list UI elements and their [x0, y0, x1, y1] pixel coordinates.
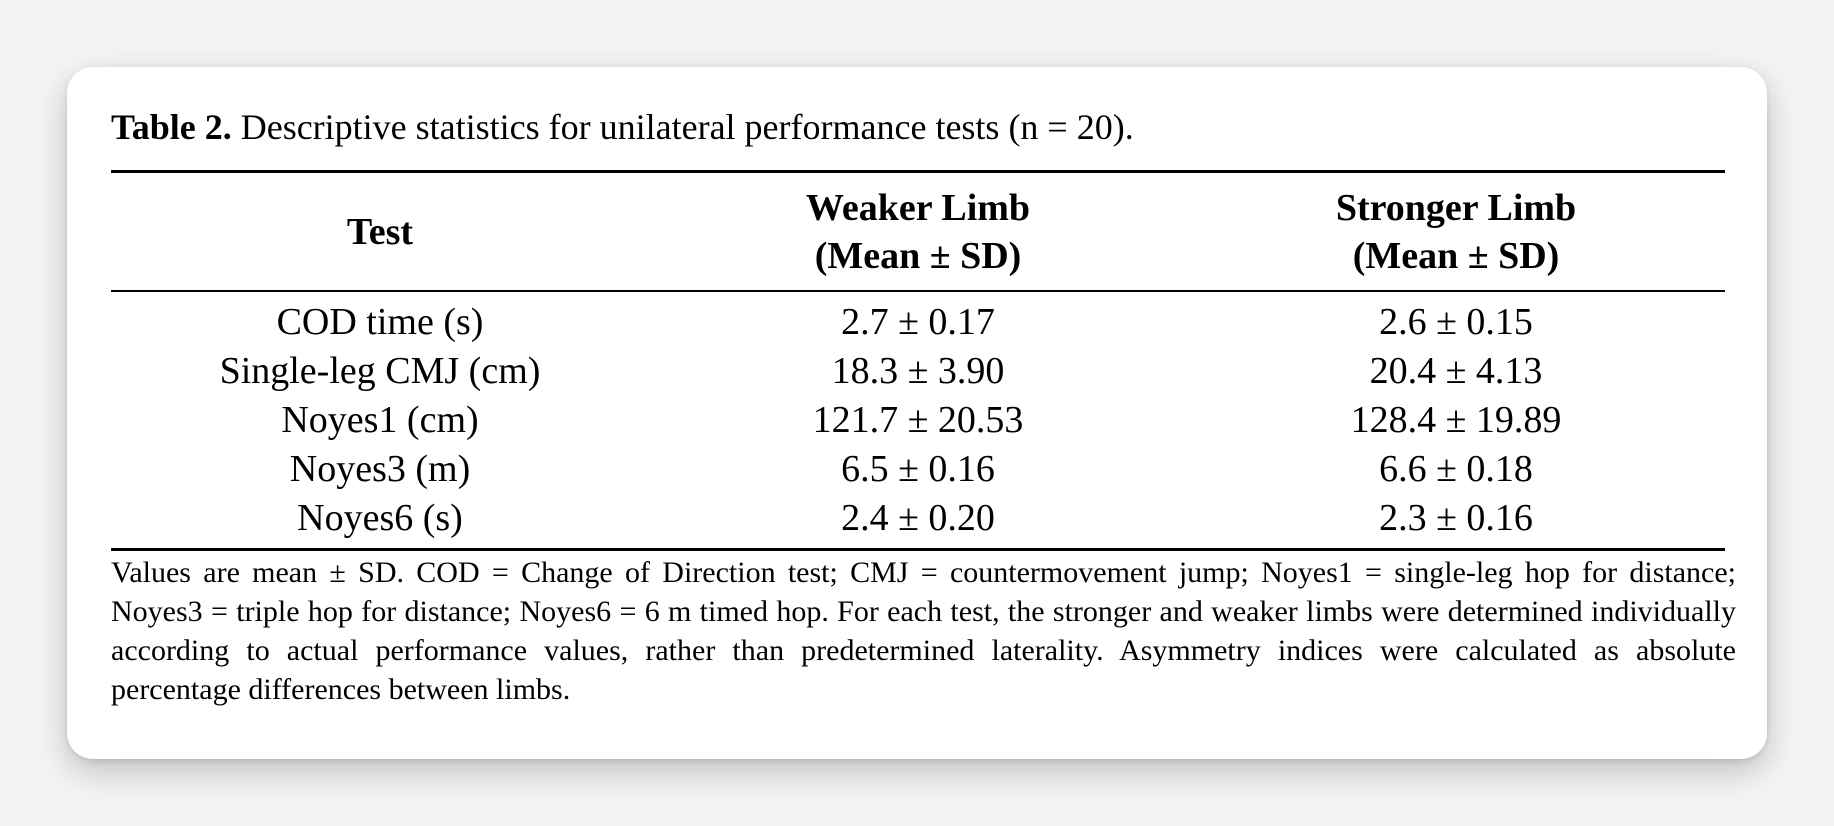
table-row — [111, 298, 1725, 347]
table-caption-label: Table 2. — [111, 107, 232, 147]
cell-weaker: 2.4 ± 0.20 — [841, 497, 995, 539]
table-header-row — [111, 173, 1725, 292]
header-weaker-limb — [649, 184, 1187, 280]
cell-weaker: 2.7 ± 0.17 — [841, 301, 995, 343]
cell-test: Single-leg CMJ (cm) — [219, 350, 541, 392]
table-body — [111, 292, 1725, 548]
cell-test: Noyes6 (s) — [297, 497, 463, 539]
table-footnote: Values are mean ± SD. COD = Change of Direction test; CMJ = countermovement jump; Noyes1 = single-leg hop for distance; Noyes3 = triple hop for distance; Noyes6 = 6 m timed hop. For each test, the stronger and weaker limbs were determined individually according to actual performance values, rather than predetermined laterality. Asymmetry indices were calculated as absolute percentage differences between limbs. — [111, 556, 1736, 706]
cell-test: COD time (s) — [276, 301, 484, 343]
cell-stronger: 128.4 ± 19.89 — [1350, 399, 1562, 441]
header-test-line1: Test — [346, 210, 414, 253]
table-row — [111, 445, 1725, 494]
table-caption — [111, 99, 1729, 155]
table-row — [111, 494, 1725, 543]
table-container — [111, 99, 1736, 709]
statistics-table — [111, 170, 1725, 551]
header-weaker-line1: Weaker Limb — [805, 186, 1031, 229]
cell-stronger: 2.6 ± 0.15 — [1379, 301, 1533, 343]
cell-weaker: 18.3 ± 3.90 — [831, 350, 1005, 392]
table-row — [111, 347, 1725, 396]
cell-stronger: 20.4 ± 4.13 — [1369, 350, 1543, 392]
header-stronger-line1: Stronger Limb — [1335, 186, 1577, 229]
header-test — [111, 208, 649, 256]
cell-weaker: 6.5 ± 0.16 — [841, 448, 995, 490]
cell-test: Noyes1 (cm) — [281, 399, 479, 441]
cell-test: Noyes3 (m) — [289, 448, 471, 490]
table-row — [111, 396, 1725, 445]
cell-stronger: 2.3 ± 0.16 — [1379, 497, 1533, 539]
table-card — [67, 67, 1767, 759]
cell-weaker: 121.7 ± 20.53 — [812, 399, 1024, 441]
table-caption-text: Descriptive statistics for unilateral performance tests (n = 20). — [231, 107, 1134, 147]
cell-stronger: 6.6 ± 0.18 — [1379, 448, 1533, 490]
header-weaker-line2: (Mean ± SD) — [814, 234, 1022, 277]
header-stronger-limb — [1187, 184, 1725, 280]
header-stronger-line2: (Mean ± SD) — [1352, 234, 1560, 277]
